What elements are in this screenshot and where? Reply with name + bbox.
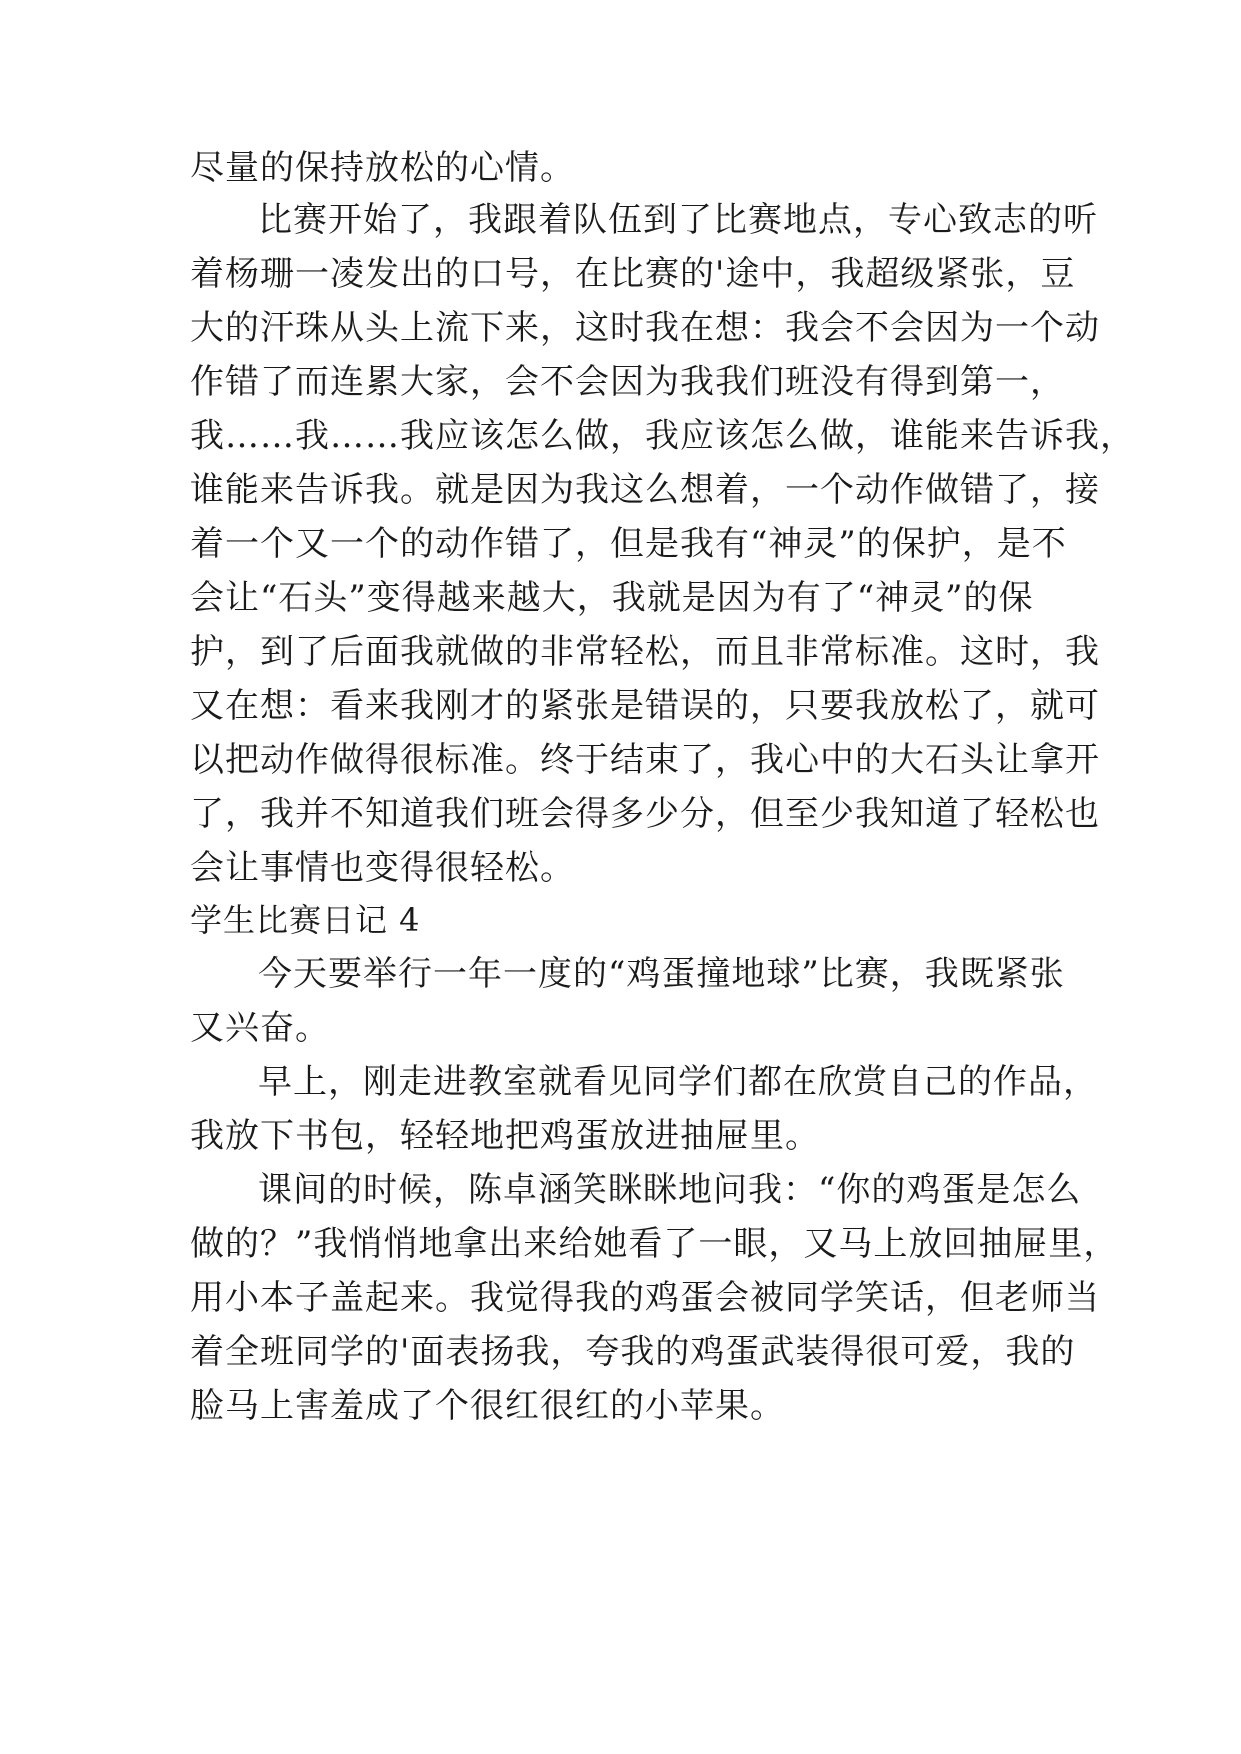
text-line: 做的？”我悄悄地拿出来给她看了一眼，又马上放回抽屉里， [190,1224,1119,1264]
text-line: 脸马上害羞成了个很红很红的小苹果。 [190,1386,785,1426]
text-line: 着全班同学的'面表扬我，夸我的鸡蛋武装得很可爱，我的 [190,1332,1076,1372]
text-line: 作错了而连累大家，会不会因为我我们班没有得到第一， [190,362,1065,402]
section-heading: 学生比赛日记 4 [190,901,421,939]
text-line: 着杨珊一凌发出的口号，在比赛的'途中，我超级紧张，豆 [190,254,1076,294]
text-line: 护，到了后面我就做的非常轻松，而且非常标准。这时，我 [190,632,1100,672]
text-line: 我……我……我应该怎么做，我应该怎么做，谁能来告诉我， [190,416,1135,456]
text-line: 又在想：看来我刚才的紧张是错误的，只要我放松了，就可 [190,686,1100,726]
paragraph-start-line: 早上，刚走进教室就看见同学们都在欣赏自己的作品， [258,1062,1098,1102]
text-line: 尽量的保持放松的心情。 [190,148,575,188]
paragraph-start-line: 今天要举行一年一度的“鸡蛋撞地球”比赛，我既紧张 [258,954,1065,994]
text-line: 以把动作做得很标准。终于结束了，我心中的大石头让拿开 [190,740,1100,780]
text-line: 谁能来告诉我。就是因为我这么想着，一个动作做错了，接 [190,470,1100,510]
text-line: 我放下书包，轻轻地把鸡蛋放进抽屉里。 [190,1116,820,1156]
text-line: 大的汗珠从头上流下来，这时我在想：我会不会因为一个动 [190,308,1100,348]
text-line: 又兴奋。 [190,1008,330,1048]
paragraph-start-line: 比赛开始了，我跟着队伍到了比赛地点，专心致志的听 [258,200,1098,240]
text-line: 用小本子盖起来。我觉得我的鸡蛋会被同学笑话，但老师当 [190,1278,1100,1318]
text-line: 会让事情也变得很轻松。 [190,848,575,888]
text-line: 着一个又一个的动作错了，但是我有“神灵”的保护，是不 [190,524,1067,564]
text-line: 了，我并不知道我们班会得多少分，但至少我知道了轻松也 [190,794,1100,834]
text-line: 会让“石头”变得越来越大，我就是因为有了“神灵”的保 [190,578,1034,618]
paragraph-start-line: 课间的时候，陈卓涵笑眯眯地问我：“你的鸡蛋是怎么 [258,1170,1082,1210]
